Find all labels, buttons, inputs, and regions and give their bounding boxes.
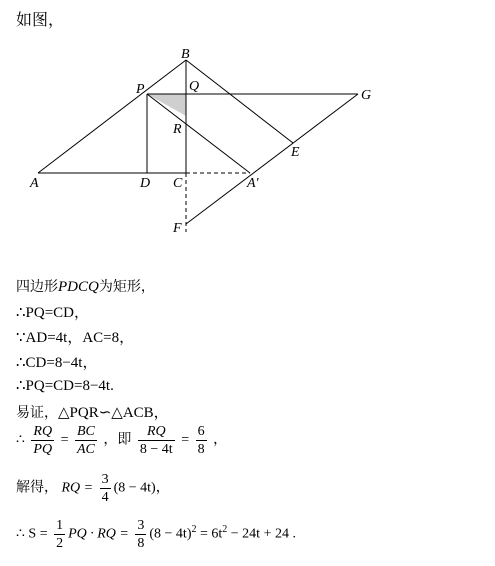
fraction-3-4: $\frac{3}{4}$ <box>101 472 109 505</box>
segment-ab <box>38 60 186 173</box>
solution-line-7: ∴ $\frac{RQ}{PQ}$ = $\frac{BC}{AC}$ ，即 $\frac{RQ}{8 - 4t}$ = $\frac{6}{8}$ ， <box>16 424 228 457</box>
fraction-rq-8-4t: $\frac{RQ}{8 - 4t}$ <box>139 424 173 457</box>
intro-text: 如图， <box>16 10 65 29</box>
segment-be <box>186 60 293 143</box>
label-p: P <box>136 82 145 97</box>
fraction-3-8: $\frac{3}{8}$ <box>137 518 145 551</box>
label-g: G <box>361 88 372 103</box>
label-c: C <box>173 176 183 191</box>
solution-line-1: 四边形PDCQ为矩形， <box>16 279 155 295</box>
solution-line-8: 解得， RQ = $\frac{3}{4}$ (8 − 4t)， <box>16 472 170 505</box>
label-a: A <box>30 176 39 191</box>
solution-line-4: ∴CD=8−4t， <box>16 355 98 371</box>
segment-gf <box>186 94 358 224</box>
label-r: R <box>173 122 182 137</box>
label-f: F <box>173 221 182 236</box>
label-a-prime: A' <box>247 176 259 191</box>
label-e: E <box>291 145 300 160</box>
fraction-rq-pq: $\frac{RQ}{PQ}$ <box>33 424 53 457</box>
solution-line-2: ∴PQ=CD， <box>16 305 90 321</box>
solution-line-9: ∴ S = $\frac{1}{2}$ PQ · RQ = $\frac{3}{8}$ $(8 - 4t)^2 = 6t^2 - 24t + 24$ . <box>16 518 296 551</box>
fraction-6-8: $\frac{6}{8}$ <box>197 424 205 457</box>
solution-line-3: ∵AD=4t，AC=8， <box>16 330 135 346</box>
geometry-figure <box>0 40 495 250</box>
solution-line-5: ∴PQ=CD=8−4t. <box>16 378 114 394</box>
label-q: Q <box>189 79 200 94</box>
solution-line-6: 易证，△PQR∽△ACB， <box>16 405 169 421</box>
shaded-triangle-pqr <box>147 94 186 116</box>
segment-pa2 <box>147 94 250 173</box>
fraction-bc-ac: $\frac{BC}{AC}$ <box>77 424 95 457</box>
fraction-1-2: $\frac{1}{2}$ <box>56 518 64 551</box>
label-b: B <box>181 47 190 62</box>
label-d: D <box>140 176 151 191</box>
